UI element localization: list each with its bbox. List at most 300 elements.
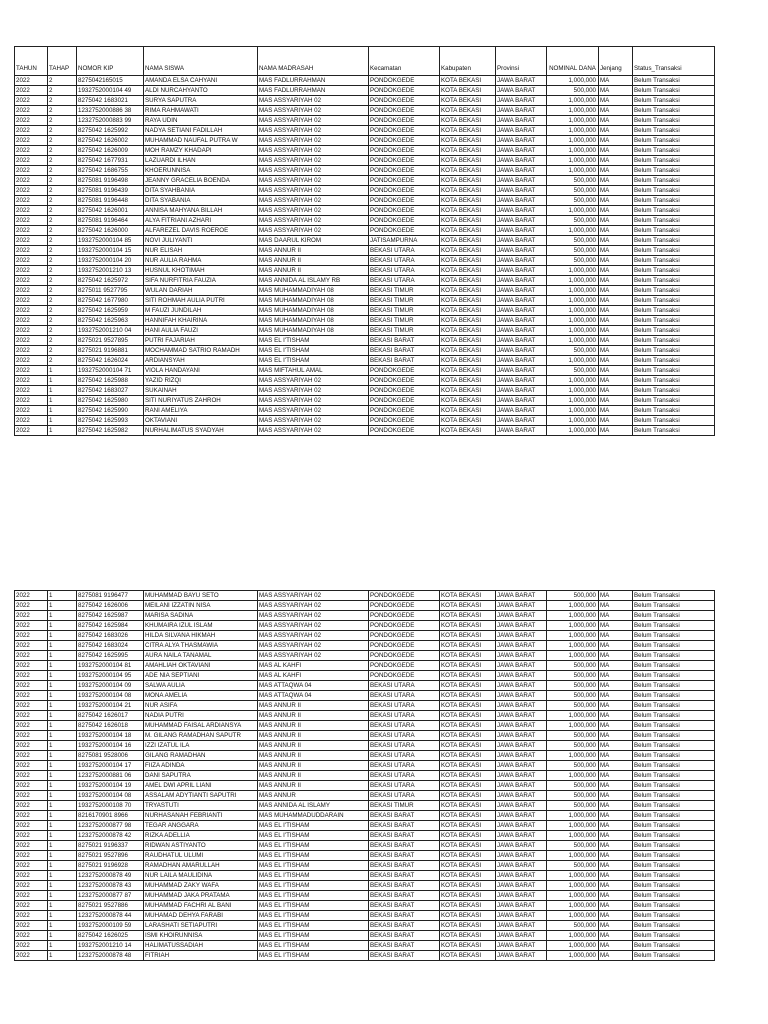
- cell-nominal-dana: 1,000,000: [547, 621, 599, 631]
- cell-nama-madrasah: MAS EL I'TISHAM: [258, 821, 369, 831]
- header-nama-madrasah: NAMA MADRASAH: [258, 47, 369, 76]
- cell-jenjang: MA: [599, 96, 633, 106]
- cell-status-transaksi: Belum Transaksi: [633, 176, 715, 186]
- cell-jenjang: MA: [599, 426, 633, 436]
- cell-kabupaten: KOTA BEKASI: [440, 336, 496, 346]
- cell-tahap: 2: [48, 276, 77, 286]
- cell-jenjang: MA: [599, 146, 633, 156]
- cell-nama-madrasah: MAS ANNUR II: [258, 246, 369, 256]
- cell-nama-siswa: ADE NIA SEPTIANI: [144, 671, 258, 681]
- cell-nomor-kip: 8275042 1625988: [77, 376, 144, 386]
- cell-nama-madrasah: MAS ANNUR II: [258, 781, 369, 791]
- cell-jenjang: MA: [599, 136, 633, 146]
- cell-nama-madrasah: MAS ANNUR II: [258, 266, 369, 276]
- cell-nama-madrasah: MAS EL I'TISHAM: [258, 851, 369, 861]
- cell-tahun: 2022: [15, 376, 48, 386]
- cell-nama-madrasah: MAS ASSYARIYAH 02: [258, 376, 369, 386]
- cell-kabupaten: KOTA BEKASI: [440, 246, 496, 256]
- cell-nomor-kip: 1932752001210 13: [77, 266, 144, 276]
- cell-jenjang: MA: [599, 206, 633, 216]
- cell-tahun: 2022: [15, 246, 48, 256]
- cell-nominal-dana: 500,000: [547, 86, 599, 96]
- cell-nominal-dana: 1,000,000: [547, 711, 599, 721]
- cell-kecamatan: BEKASI UTARA: [369, 681, 440, 691]
- cell-provinsi: JAWA BARAT: [496, 751, 547, 761]
- cell-nomor-kip: 8275021 9527896: [77, 851, 144, 861]
- header-status-transaksi: Status_Transaksi: [633, 47, 715, 76]
- cell-nama-madrasah: MAS ASSYARIYAH 02: [258, 106, 369, 116]
- cell-provinsi: JAWA BARAT: [496, 641, 547, 651]
- cell-nominal-dana: 500,000: [547, 186, 599, 196]
- cell-nama-siswa: HUSNUL KHOTIMAH: [144, 266, 258, 276]
- cell-status-transaksi: Belum Transaksi: [633, 306, 715, 316]
- cell-tahun: 2022: [15, 336, 48, 346]
- cell-nominal-dana: 1,000,000: [547, 931, 599, 941]
- cell-nominal-dana: 1,000,000: [547, 891, 599, 901]
- cell-provinsi: JAWA BARAT: [496, 116, 547, 126]
- cell-nomor-kip: 1932752000104 71: [77, 366, 144, 376]
- cell-tahap: 2: [48, 126, 77, 136]
- cell-nomor-kip: 1232752000878 42: [77, 831, 144, 841]
- cell-provinsi: JAWA BARAT: [496, 406, 547, 416]
- cell-kecamatan: BEKASI UTARA: [369, 791, 440, 801]
- cell-nama-madrasah: MAS ASSYARIYAH 02: [258, 126, 369, 136]
- cell-provinsi: JAWA BARAT: [496, 346, 547, 356]
- cell-nomor-kip: 8275081 9196464: [77, 216, 144, 226]
- cell-nama-madrasah: MAS EL I'TISHAM: [258, 891, 369, 901]
- cell-nama-madrasah: MAS ASSYARIYAH 02: [258, 186, 369, 196]
- cell-nama-siswa: JEANNY GRACELIA BOENDA: [144, 176, 258, 186]
- cell-provinsi: JAWA BARAT: [496, 921, 547, 931]
- cell-provinsi: JAWA BARAT: [496, 136, 547, 146]
- cell-kabupaten: KOTA BEKASI: [440, 266, 496, 276]
- cell-status-transaksi: Belum Transaksi: [633, 771, 715, 781]
- cell-nominal-dana: 500,000: [547, 841, 599, 851]
- cell-jenjang: MA: [599, 306, 633, 316]
- table-row: [15, 256, 715, 266]
- cell-tahun: 2022: [15, 821, 48, 831]
- cell-kabupaten: KOTA BEKASI: [440, 951, 496, 961]
- cell-kabupaten: KOTA BEKASI: [440, 661, 496, 671]
- cell-kecamatan: BEKASI UTARA: [369, 731, 440, 741]
- cell-tahun: 2022: [15, 841, 48, 851]
- cell-nomor-kip: 8275042 1625972: [77, 276, 144, 286]
- cell-jenjang: MA: [599, 751, 633, 761]
- cell-kabupaten: KOTA BEKASI: [440, 76, 496, 86]
- cell-status-transaksi: Belum Transaksi: [633, 821, 715, 831]
- cell-nomor-kip: 8275021 9196928: [77, 861, 144, 871]
- table-row: [15, 86, 715, 96]
- cell-kecamatan: BEKASI BARAT: [369, 951, 440, 961]
- cell-jenjang: MA: [599, 741, 633, 751]
- cell-nomor-kip: 8275081 9196498: [77, 176, 144, 186]
- cell-tahun: 2022: [15, 891, 48, 901]
- table-row: [15, 631, 715, 641]
- cell-jenjang: MA: [599, 891, 633, 901]
- cell-nama-siswa: LARASHATI SETIAPUTRI: [144, 921, 258, 931]
- cell-kabupaten: KOTA BEKASI: [440, 136, 496, 146]
- cell-jenjang: MA: [599, 761, 633, 771]
- table-row: [15, 416, 715, 426]
- cell-tahap: 1: [48, 691, 77, 701]
- table-row: [15, 641, 715, 651]
- cell-nama-siswa: MUHAMMAD FACHRI AL BANI: [144, 901, 258, 911]
- cell-tahun: 2022: [15, 681, 48, 691]
- header-provinsi: Provinsi: [496, 47, 547, 76]
- cell-provinsi: JAWA BARAT: [496, 671, 547, 681]
- cell-kecamatan: BEKASI UTARA: [369, 761, 440, 771]
- cell-tahap: 2: [48, 246, 77, 256]
- cell-kecamatan: PONDOKGEDE: [369, 116, 440, 126]
- cell-tahap: 1: [48, 761, 77, 771]
- cell-kecamatan: PONDOKGEDE: [369, 186, 440, 196]
- table-row: [15, 136, 715, 146]
- cell-nama-siswa: NUR ASIFA: [144, 701, 258, 711]
- cell-tahap: 1: [48, 731, 77, 741]
- cell-kabupaten: KOTA BEKASI: [440, 651, 496, 661]
- cell-nominal-dana: 1,000,000: [547, 386, 599, 396]
- cell-tahap: 1: [48, 821, 77, 831]
- cell-nomor-kip: 1932752001210 04: [77, 326, 144, 336]
- cell-kecamatan: PONDOKGEDE: [369, 671, 440, 681]
- cell-status-transaksi: Belum Transaksi: [633, 861, 715, 871]
- cell-nama-siswa: NADYA SETIANI FADILLAH: [144, 126, 258, 136]
- cell-tahap: 1: [48, 811, 77, 821]
- cell-status-transaksi: Belum Transaksi: [633, 266, 715, 276]
- cell-jenjang: MA: [599, 631, 633, 641]
- cell-status-transaksi: Belum Transaksi: [633, 246, 715, 256]
- table-row: [15, 921, 715, 931]
- cell-nominal-dana: 1,000,000: [547, 106, 599, 116]
- cell-tahap: 1: [48, 951, 77, 961]
- cell-nama-siswa: NURHASANAH FEBRIANTI: [144, 811, 258, 821]
- cell-nomor-kip: 1932752000104 21: [77, 701, 144, 711]
- cell-tahap: 2: [48, 166, 77, 176]
- cell-status-transaksi: Belum Transaksi: [633, 346, 715, 356]
- cell-nama-madrasah: MAS EL I'TISHAM: [258, 881, 369, 891]
- cell-kecamatan: PONDOKGEDE: [369, 106, 440, 116]
- cell-kecamatan: BEKASI UTARA: [369, 781, 440, 791]
- cell-nominal-dana: 500,000: [547, 366, 599, 376]
- cell-jenjang: MA: [599, 156, 633, 166]
- table-row: [15, 881, 715, 891]
- cell-status-transaksi: Belum Transaksi: [633, 296, 715, 306]
- cell-nominal-dana: 500,000: [547, 256, 599, 266]
- cell-nama-siswa: HANI AULIA FAUZI: [144, 326, 258, 336]
- cell-provinsi: JAWA BARAT: [496, 941, 547, 951]
- table-row: [15, 306, 715, 316]
- cell-jenjang: MA: [599, 416, 633, 426]
- cell-nama-madrasah: MAS ANNIDA AL ISLAMY RB: [258, 276, 369, 286]
- cell-jenjang: MA: [599, 861, 633, 871]
- cell-tahun: 2022: [15, 941, 48, 951]
- cell-provinsi: JAWA BARAT: [496, 316, 547, 326]
- cell-tahun: 2022: [15, 671, 48, 681]
- cell-nomor-kip: 8275081 9196439: [77, 186, 144, 196]
- cell-nominal-dana: 1,000,000: [547, 316, 599, 326]
- cell-tahun: 2022: [15, 386, 48, 396]
- cell-nominal-dana: 500,000: [547, 661, 599, 671]
- cell-kabupaten: KOTA BEKASI: [440, 801, 496, 811]
- cell-nama-siswa: ALFAREZEL DAVIS ROEROE: [144, 226, 258, 236]
- cell-nomor-kip: 1932752000104 20: [77, 256, 144, 266]
- cell-nama-madrasah: MAS MUHAMMADIYAH 08: [258, 296, 369, 306]
- cell-tahun: 2022: [15, 316, 48, 326]
- cell-kecamatan: JATISAMPURNA: [369, 236, 440, 246]
- cell-nominal-dana: 500,000: [547, 801, 599, 811]
- cell-status-transaksi: Belum Transaksi: [633, 681, 715, 691]
- cell-jenjang: MA: [599, 921, 633, 931]
- table-row: [15, 861, 715, 871]
- table-row: [15, 286, 715, 296]
- cell-jenjang: MA: [599, 76, 633, 86]
- cell-tahun: 2022: [15, 901, 48, 911]
- cell-nominal-dana: 1,000,000: [547, 426, 599, 436]
- cell-jenjang: MA: [599, 951, 633, 961]
- cell-nama-madrasah: MAS ANNUR II: [258, 256, 369, 266]
- cell-tahap: 1: [48, 911, 77, 921]
- table-row: [15, 701, 715, 711]
- cell-kecamatan: PONDOKGEDE: [369, 651, 440, 661]
- cell-status-transaksi: Belum Transaksi: [633, 196, 715, 206]
- cell-nama-madrasah: MAS ASSYARIYAH 02: [258, 396, 369, 406]
- cell-kabupaten: KOTA BEKASI: [440, 721, 496, 731]
- cell-tahap: 2: [48, 316, 77, 326]
- cell-jenjang: MA: [599, 316, 633, 326]
- cell-provinsi: JAWA BARAT: [496, 246, 547, 256]
- cell-tahap: 1: [48, 651, 77, 661]
- cell-status-transaksi: Belum Transaksi: [633, 671, 715, 681]
- cell-status-transaksi: Belum Transaksi: [633, 416, 715, 426]
- cell-nominal-dana: 500,000: [547, 246, 599, 256]
- cell-nama-madrasah: MAS EL I'TISHAM: [258, 346, 369, 356]
- cell-jenjang: MA: [599, 196, 633, 206]
- cell-jenjang: MA: [599, 186, 633, 196]
- cell-nominal-dana: 1,000,000: [547, 751, 599, 761]
- cell-tahun: 2022: [15, 731, 48, 741]
- cell-nama-siswa: NOVI JULIYANTI: [144, 236, 258, 246]
- cell-tahun: 2022: [15, 236, 48, 246]
- cell-tahun: 2022: [15, 256, 48, 266]
- cell-nama-siswa: DITA SYAHBANIA: [144, 186, 258, 196]
- cell-tahap: 1: [48, 851, 77, 861]
- cell-kabupaten: KOTA BEKASI: [440, 621, 496, 631]
- table-row: [15, 811, 715, 821]
- cell-nomor-kip: 8275042 1625992: [77, 126, 144, 136]
- cell-provinsi: JAWA BARAT: [496, 681, 547, 691]
- cell-provinsi: JAWA BARAT: [496, 326, 547, 336]
- cell-status-transaksi: Belum Transaksi: [633, 216, 715, 226]
- cell-status-transaksi: Belum Transaksi: [633, 731, 715, 741]
- cell-nomor-kip: 1232752000886 38: [77, 106, 144, 116]
- cell-tahun: 2022: [15, 136, 48, 146]
- cell-tahap: 1: [48, 871, 77, 881]
- cell-provinsi: JAWA BARAT: [496, 741, 547, 751]
- cell-nominal-dana: 1,000,000: [547, 941, 599, 951]
- cell-nominal-dana: 1,000,000: [547, 296, 599, 306]
- cell-jenjang: MA: [599, 651, 633, 661]
- cell-nominal-dana: 1,000,000: [547, 611, 599, 621]
- cell-tahun: 2022: [15, 326, 48, 336]
- cell-jenjang: MA: [599, 911, 633, 921]
- cell-kabupaten: KOTA BEKASI: [440, 146, 496, 156]
- cell-kabupaten: KOTA BEKASI: [440, 326, 496, 336]
- cell-status-transaksi: Belum Transaksi: [633, 831, 715, 841]
- table-row: [15, 116, 715, 126]
- cell-status-transaksi: Belum Transaksi: [633, 226, 715, 236]
- cell-nomor-kip: 1932752001210 14: [77, 941, 144, 951]
- cell-status-transaksi: Belum Transaksi: [633, 901, 715, 911]
- cell-tahun: 2022: [15, 266, 48, 276]
- cell-nominal-dana: 1,000,000: [547, 146, 599, 156]
- cell-nama-madrasah: MAS EL I'TISHAM: [258, 831, 369, 841]
- table-row: [15, 841, 715, 851]
- cell-provinsi: JAWA BARAT: [496, 621, 547, 631]
- cell-nomor-kip: 1932752000104 09: [77, 681, 144, 691]
- cell-nama-madrasah: MAS ASSYARIYAH 02: [258, 206, 369, 216]
- cell-tahun: 2022: [15, 601, 48, 611]
- table-row: [15, 96, 715, 106]
- cell-jenjang: MA: [599, 106, 633, 116]
- cell-status-transaksi: Belum Transaksi: [633, 851, 715, 861]
- cell-jenjang: MA: [599, 701, 633, 711]
- cell-status-transaksi: Belum Transaksi: [633, 336, 715, 346]
- cell-kabupaten: KOTA BEKASI: [440, 386, 496, 396]
- cell-nominal-dana: 500,000: [547, 176, 599, 186]
- cell-provinsi: JAWA BARAT: [496, 841, 547, 851]
- cell-provinsi: JAWA BARAT: [496, 781, 547, 791]
- cell-nomor-kip: 8275042 1626018: [77, 721, 144, 731]
- cell-tahap: 2: [48, 266, 77, 276]
- table-row: [15, 591, 715, 601]
- cell-kecamatan: BEKASI UTARA: [369, 721, 440, 731]
- cell-nominal-dana: 1,000,000: [547, 226, 599, 236]
- cell-tahun: 2022: [15, 396, 48, 406]
- cell-status-transaksi: Belum Transaksi: [633, 286, 715, 296]
- table-row: [15, 821, 715, 831]
- cell-tahun: 2022: [15, 156, 48, 166]
- cell-jenjang: MA: [599, 326, 633, 336]
- cell-nama-madrasah: MAS ASSYARIYAH 02: [258, 176, 369, 186]
- cell-nomor-kip: 1932752000104 81: [77, 661, 144, 671]
- cell-tahap: 1: [48, 741, 77, 751]
- cell-tahun: 2022: [15, 781, 48, 791]
- cell-nomor-kip: 1932752000104 18: [77, 731, 144, 741]
- cell-tahun: 2022: [15, 711, 48, 721]
- table-row: [15, 621, 715, 631]
- cell-kabupaten: KOTA BEKASI: [440, 106, 496, 116]
- header-row: [15, 47, 715, 76]
- cell-kabupaten: KOTA BEKASI: [440, 731, 496, 741]
- cell-kecamatan: PONDOKGEDE: [369, 366, 440, 376]
- cell-status-transaksi: Belum Transaksi: [633, 841, 715, 851]
- cell-provinsi: JAWA BARAT: [496, 356, 547, 366]
- cell-jenjang: MA: [599, 811, 633, 821]
- cell-kabupaten: KOTA BEKASI: [440, 306, 496, 316]
- cell-nama-siswa: ALDI NURCAHYANTO: [144, 86, 258, 96]
- cell-tahap: 2: [48, 216, 77, 226]
- cell-nominal-dana: 1,000,000: [547, 821, 599, 831]
- cell-kabupaten: KOTA BEKASI: [440, 356, 496, 366]
- cell-tahap: 2: [48, 76, 77, 86]
- cell-provinsi: JAWA BARAT: [496, 901, 547, 911]
- cell-nama-madrasah: MAS ASSYARIYAH 02: [258, 226, 369, 236]
- cell-jenjang: MA: [599, 661, 633, 671]
- cell-tahun: 2022: [15, 76, 48, 86]
- cell-kabupaten: KOTA BEKASI: [440, 931, 496, 941]
- cell-status-transaksi: Belum Transaksi: [633, 76, 715, 86]
- cell-kecamatan: BEKASI TIMUR: [369, 801, 440, 811]
- table-row: [15, 406, 715, 416]
- header-nomor-kip: NOMOR KIP: [77, 47, 144, 76]
- cell-nomor-kip: 8275021 9196337: [77, 841, 144, 851]
- cell-nominal-dana: 1,000,000: [547, 721, 599, 731]
- cell-nama-madrasah: MAS ASSYARIYAH 02: [258, 426, 369, 436]
- cell-kecamatan: PONDOKGEDE: [369, 136, 440, 146]
- cell-nama-madrasah: MAS ASSYARIYAH 02: [258, 96, 369, 106]
- cell-nominal-dana: 1,000,000: [547, 851, 599, 861]
- cell-status-transaksi: Belum Transaksi: [633, 406, 715, 416]
- cell-nominal-dana: 1,000,000: [547, 96, 599, 106]
- cell-kabupaten: KOTA BEKASI: [440, 126, 496, 136]
- cell-kabupaten: KOTA BEKASI: [440, 206, 496, 216]
- cell-nominal-dana: 500,000: [547, 731, 599, 741]
- cell-nama-madrasah: MAS ANNUR II: [258, 711, 369, 721]
- cell-nama-siswa: MOH RAMZY KHADAPI: [144, 146, 258, 156]
- cell-kecamatan: BEKASI UTARA: [369, 691, 440, 701]
- cell-tahun: 2022: [15, 911, 48, 921]
- table-row: [15, 176, 715, 186]
- cell-jenjang: MA: [599, 671, 633, 681]
- cell-kecamatan: BEKASI BARAT: [369, 871, 440, 881]
- cell-provinsi: JAWA BARAT: [496, 426, 547, 436]
- table-row: [15, 711, 715, 721]
- cell-provinsi: JAWA BARAT: [496, 256, 547, 266]
- cell-provinsi: JAWA BARAT: [496, 651, 547, 661]
- cell-nama-siswa: AURA NAILA TANAMAL: [144, 651, 258, 661]
- cell-kecamatan: PONDOKGEDE: [369, 126, 440, 136]
- table-row: [15, 76, 715, 86]
- cell-tahap: 1: [48, 801, 77, 811]
- cell-nomor-kip: 1932752000104 49: [77, 86, 144, 96]
- cell-provinsi: JAWA BARAT: [496, 661, 547, 671]
- cell-nomor-kip: 8275042 1677980: [77, 296, 144, 306]
- cell-kabupaten: KOTA BEKASI: [440, 406, 496, 416]
- table-row: [15, 751, 715, 761]
- table-row: [15, 691, 715, 701]
- cell-tahap: 2: [48, 106, 77, 116]
- cell-tahun: 2022: [15, 721, 48, 731]
- table-row: [15, 851, 715, 861]
- cell-nama-madrasah: MAS ASSYARIYAH 02: [258, 416, 369, 426]
- cell-provinsi: JAWA BARAT: [496, 366, 547, 376]
- cell-jenjang: MA: [599, 276, 633, 286]
- cell-kabupaten: KOTA BEKASI: [440, 631, 496, 641]
- cell-nominal-dana: 1,000,000: [547, 306, 599, 316]
- cell-jenjang: MA: [599, 86, 633, 96]
- cell-kecamatan: BEKASI TIMUR: [369, 316, 440, 326]
- table-row: [15, 721, 715, 731]
- cell-tahun: 2022: [15, 801, 48, 811]
- cell-nomor-kip: 8275042 1625984: [77, 621, 144, 631]
- cell-provinsi: JAWA BARAT: [496, 186, 547, 196]
- cell-tahap: 1: [48, 751, 77, 761]
- cell-kecamatan: PONDOKGEDE: [369, 601, 440, 611]
- cell-kecamatan: PONDOKGEDE: [369, 216, 440, 226]
- cell-nama-siswa: NUR AULIA RAHMA: [144, 256, 258, 266]
- cell-tahap: 1: [48, 386, 77, 396]
- cell-nama-siswa: SITI ROHMAH AULIA PUTRI: [144, 296, 258, 306]
